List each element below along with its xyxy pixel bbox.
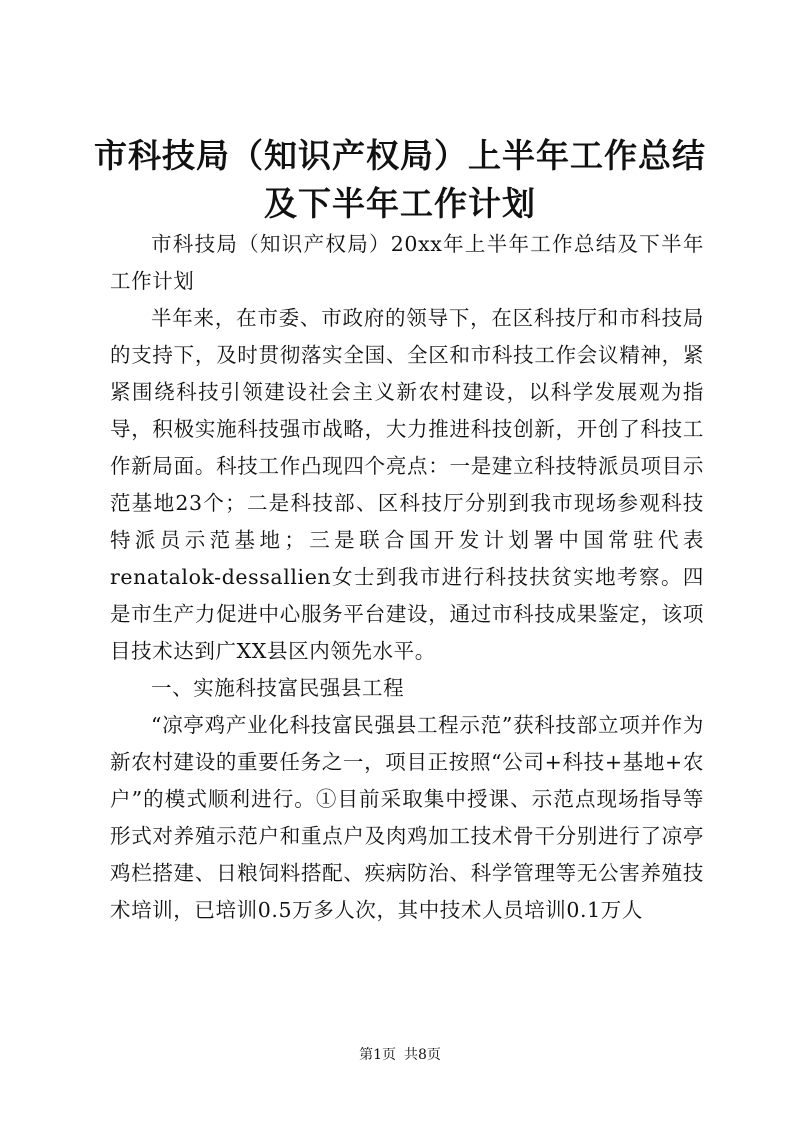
page-total: 共8页 [404, 1047, 441, 1063]
document-body [110, 226, 704, 929]
subtitle-paragraph: 市科技局（知识产权局）20xx年上半年工作总结及下半年工作计划 [110, 232, 704, 293]
page-footer [0, 1045, 800, 1065]
summary-paragraph: 半年来，在市委、市政府的领导下，在区科技厅和市科技局的支持下，及时贯彻落实全国、全区和市科技工作会议精神，紧紧围绕科技引领建设社会主义新农村建设，以科学发展观为指导，积极实施科技强市战略，大力推进科技创新，开创了科技工作新局面。科技工作凸现四个亮点：一是建立科技特派员项目示范基地23个；二是科技部、区科技厅分别到我市现场参观科技特派员示范基地；三是联合国开发计划署中国常驻代表renatalok-dessallien女士到我市进行科技扶贫实地考察。四是市生产力促进中心服务平台建设，通过市科技成果鉴定，该项目技术达到广XX县区内领先水平。 [110, 306, 704, 663]
page-number: 第1页 [359, 1047, 396, 1063]
document-title: 市科技局（知识产权局）上半年工作总结及下半年工作计划 [94, 136, 706, 223]
project-paragraph: “凉亭鸡产业化科技富民强县工程示范”获科技部立项并作为新农村建设的重要任务之一，项目正按照“公司+科技+基地+农户”的模式顺利进行。①目前采取集中授课、示范点现场指导等形式对养殖示范户和重点户及肉鸡加工技术骨干分别进行了凉亭鸡栏搭建、日粮饲料搭配、疾病防治、科学管理等无公害养殖技术培训，已培训0.5万多人次，其中技术人员培训0.1万人 [110, 713, 704, 922]
section-heading: 一、实施科技富民强县工程 [151, 676, 405, 700]
